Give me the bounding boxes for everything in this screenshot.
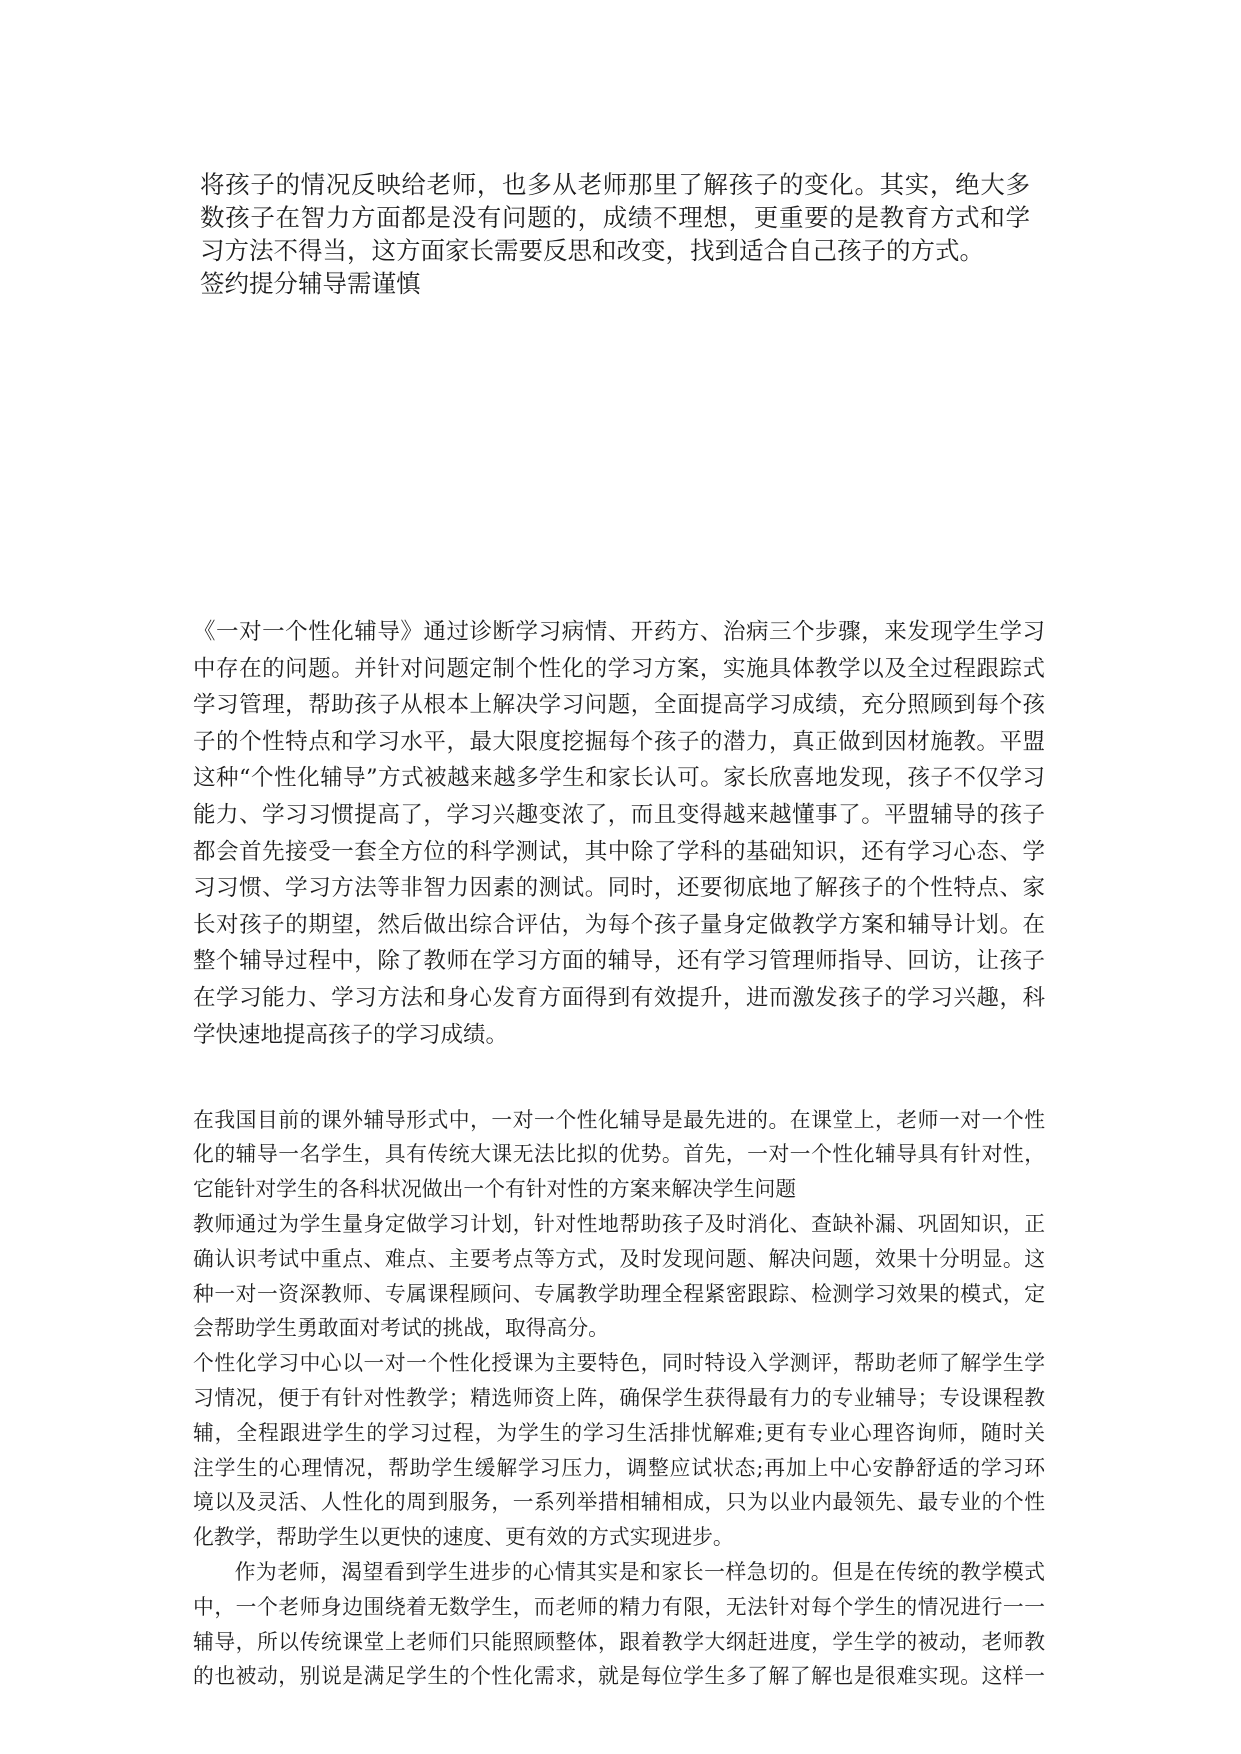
text-line: 中，一个老师身边围绕着无数学生，而老师的精力有限，无法针对每个学生的情况进行一一 — [193, 1594, 1045, 1619]
text-line: 种一对一资深教师、专属课程顾问、专属教学助理全程紧密跟踪、检测学习效果的模式，定 — [193, 1281, 1045, 1306]
text-line: 作为老师，渴望看到学生进步的心情其实是和家长一样急切的。但是在传统的教学模式 — [234, 1559, 1045, 1584]
text-line: 辅，全程跟进学生的学习过程，为学生的学习生活排忧解难;更有专业心理咨询师，随时关 — [193, 1420, 1045, 1445]
advantages-paragraphs — [193, 1103, 1045, 1695]
text-line: 长对孩子的期望，然后做出综合评估，为每个孩子量身定做教学方案和辅导计划。在 — [193, 911, 1045, 938]
text-line: 习情况，便于有针对性教学；精选师资上阵，确保学生获得最有力的专业辅导；专设课程教 — [193, 1385, 1045, 1410]
text-line: 它能针对学生的各科状况做出一个有针对性的方案来解决学生问题 — [193, 1177, 797, 1202]
text-line: 个性化学习中心以一对一个性化授课为主要特色，同时特设入学测评，帮助老师了解学生学 — [193, 1351, 1045, 1376]
text-line: 习方法不得当，这方面家长需要反思和改变，找到适合自己孩子的方式。 — [200, 236, 984, 265]
section-heading: 签约提分辅导需谨慎 — [200, 269, 421, 298]
text-line: 《一对一个性化辅导》通过诊断学习病情、开药方、治病三个步骤，来发现学生学习 — [193, 619, 1045, 645]
text-line: 学快速地提高孩子的学习成绩。 — [193, 1021, 509, 1048]
text-line: 学习管理，帮助孩子从根本上解决学习问题，全面提高学习成绩，充分照顾到每个孩 — [193, 692, 1045, 719]
text-line: 这种“个性化辅导”方式被越来越多学生和家长认可。家长欣喜地发现，孩子不仅学习 — [193, 765, 1045, 792]
text-line: 将孩子的情况反映给老师，也多从老师那里了解孩子的变化。其实，绝大多 — [200, 170, 1030, 199]
text-line: 化的辅导一名学生，具有传统大课无法比拟的优势。首先，一对一个性化辅导具有针对性， — [193, 1142, 1045, 1167]
text-line: 在我国目前的课外辅导形式中，一对一个性化辅导是最先进的。在课堂上，老师一对一个性 — [193, 1107, 1045, 1132]
text-line: 在学习能力、学习方法和身心发育方面得到有效提升，进而激发孩子的学习兴趣，科 — [193, 984, 1045, 1011]
text-line: 子的个性特点和学习水平，最大限度挖掘每个孩子的潜力，真正做到因材施教。平盟 — [193, 728, 1045, 755]
text-line: 注学生的心理情况，帮助学生缓解学习压力，调整应试状态;再加上中心安静舒适的学习环 — [193, 1455, 1045, 1480]
text-line: 教师通过为学生量身定做学习计划，针对性地帮助孩子及时消化、查缺补漏、巩固知识，正 — [193, 1211, 1045, 1236]
text-line: 数孩子在智力方面都是没有问题的，成绩不理想，更重要的是教育方式和学 — [200, 203, 1030, 232]
intro-paragraph — [200, 168, 1030, 300]
text-line: 的也被动，别说是满足学生的个性化需求，就是每位学生多了解了解也是很难实现。这样一 — [193, 1664, 1045, 1689]
text-line: 会帮助学生勇敢面对考试的挑战，取得高分。 — [193, 1316, 609, 1341]
text-line: 习习惯、学习方法等非智力因素的测试。同时，还要彻底地了解孩子的个性特点、家 — [193, 875, 1045, 902]
text-line: 中存在的问题。并针对问题定制个性化的学习方案，实施具体教学以及全过程跟踪式 — [193, 655, 1045, 682]
text-line: 境以及灵活、人性化的周到服务，一系列举措相辅相成，只为以业内最领先、最专业的个性 — [193, 1490, 1045, 1515]
text-line: 都会首先接受一套全方位的科学测试，其中除了学科的基础知识，还有学习心态、学 — [193, 838, 1045, 865]
text-line: 确认识考试中重点、难点、主要考点等方式，及时发现问题、解决问题，效果十分明显。这 — [193, 1246, 1045, 1271]
text-line: 整个辅导过程中，除了教师在学习方面的辅导，还有学习管理师指导、回访，让孩子 — [193, 948, 1045, 975]
text-line: 能力、学习习惯提高了，学习兴趣变浓了，而且变得越来越懂事了。平盟辅导的孩子 — [193, 801, 1045, 828]
text-line: 辅导，所以传统课堂上老师们只能照顾整体，跟着教学大纲赶进度，学生学的被动，老师教 — [193, 1629, 1045, 1654]
tutoring-description-paragraph — [193, 614, 1045, 1053]
text-line: 化教学，帮助学生以更快的速度、更有效的方式实现进步。 — [193, 1525, 734, 1550]
